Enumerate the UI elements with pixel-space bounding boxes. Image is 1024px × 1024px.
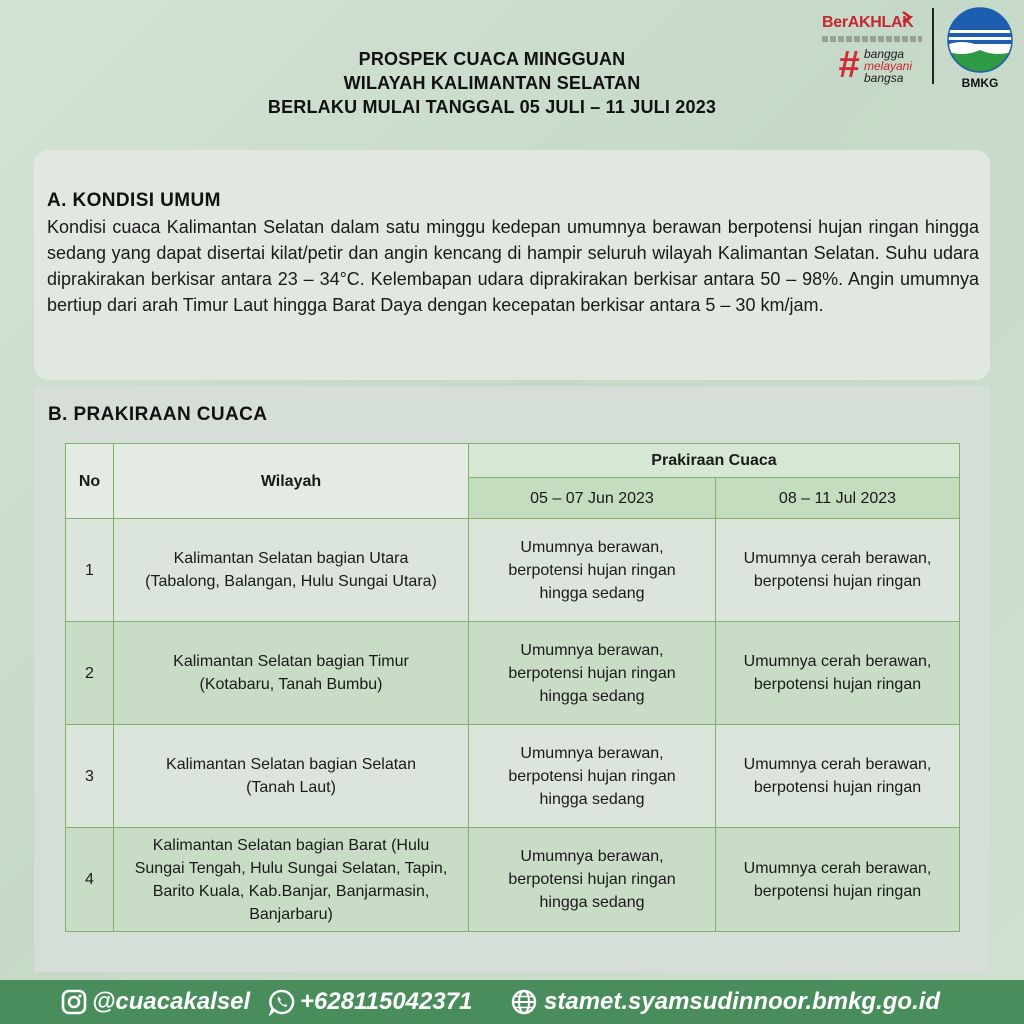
column-header-period-2: 08 – 11 Jul 2023 xyxy=(716,478,960,519)
section-a-body: Kondisi cuaca Kalimantan Selatan dalam satu minggu kedepan umumnya berawan berpotensi hujan ringan hingga sedang yang dapat disertai kilat/petir dan angin kencang di hampir seluruh wilayah Kalimantan Selatan. Suhu udara diprakirakan berkisar antara 23 – 34°C. Kelembapan udara diprakirakan berkisar antara 50 – 98%. Angin umumnya bertiup dari arah Timur Laut hingga Barat Daya dengan kecepatan berkisar antara 5 – 30 km/jam. xyxy=(47,217,979,315)
instagram-handle: @cuacakalsel xyxy=(92,988,251,1015)
chevron-icon xyxy=(900,10,914,24)
berakhlak-logo xyxy=(818,8,930,88)
instagram-icon xyxy=(60,988,88,1016)
bmkg-emblem-icon xyxy=(944,6,1016,74)
website-url: stamet.syamsudinnoor.bmkg.go.id xyxy=(544,988,941,1015)
column-header-period-1: 05 – 07 Jun 2023 xyxy=(469,478,716,519)
title-line-2: WILAYAH KALIMANTAN SELATAN xyxy=(343,73,641,93)
section-b-title: B. PRAKIRAAN CUACA xyxy=(48,404,268,425)
bmkg-logo xyxy=(944,6,1016,90)
forecast-table xyxy=(65,443,960,932)
row-number: 2 xyxy=(66,622,114,725)
region-cell: Kalimantan Selatan bagian Utara (Tabalong, Balangan, Hulu Sungai Utara) xyxy=(114,519,469,622)
forecast-period-2-cell: Umumnya cerah berawan, berpotensi hujan ringan xyxy=(716,622,960,725)
page-title xyxy=(180,47,804,119)
bmkg-label: BMKG xyxy=(961,76,999,90)
region-cell: Kalimantan Selatan bagian Barat (Hulu Sungai Tengah, Hulu Sungai Selatan, Tapin, Barito Kuala, Kab.Banjar, Banjarmasin, Banjarbaru) xyxy=(114,828,469,932)
row-number: 1 xyxy=(66,519,114,622)
whatsapp-number: +628115042371 xyxy=(300,988,473,1015)
table-row xyxy=(66,519,960,622)
column-header-forecast: Prakiraan Cuaca xyxy=(469,444,960,478)
forecast-period-1-cell: Umumnya berawan, berpotensi hujan ringan hingga sedang xyxy=(469,622,716,725)
section-a-title: A. KONDISI UMUM xyxy=(47,190,221,211)
logo-divider xyxy=(932,8,934,84)
title-line-3: BERLAKU MULAI TANGGAL 05 JULI – 11 JULI 2023 xyxy=(267,97,717,117)
hashtag-icon: # xyxy=(838,44,860,86)
whatsapp-icon xyxy=(268,988,296,1016)
forecast-period-2-cell: Umumnya cerah berawan, berpotensi hujan ringan xyxy=(716,828,960,932)
berakhlak-tagline xyxy=(822,36,922,42)
footer-bar xyxy=(0,980,1024,1024)
column-header-region: Wilayah xyxy=(114,444,469,519)
row-number: 3 xyxy=(66,725,114,828)
slogan-line-1: bangga xyxy=(864,47,905,61)
forecast-panel xyxy=(34,386,990,972)
forecast-period-1-cell: Umumnya berawan, berpotensi hujan ringan hingga sedang xyxy=(469,519,716,622)
region-cell: Kalimantan Selatan bagian Timur (Kotabaru, Tanah Bumbu) xyxy=(114,622,469,725)
row-number: 4 xyxy=(66,828,114,932)
title-line-1: PROSPEK CUACA MINGGUAN xyxy=(358,49,626,69)
table-row xyxy=(66,828,960,932)
region-cell: Kalimantan Selatan bagian Selatan (Tanah Laut) xyxy=(114,725,469,828)
general-conditions-panel xyxy=(34,150,990,380)
forecast-period-1-cell: Umumnya berawan, berpotensi hujan ringan hingga sedang xyxy=(469,725,716,828)
table-row xyxy=(66,622,960,725)
slogan-line-2: melayani xyxy=(864,59,913,73)
berakhlak-wordmark: BerAKHLAK xyxy=(822,14,914,31)
forecast-period-2-cell: Umumnya cerah berawan, berpotensi hujan ringan xyxy=(716,725,960,828)
slogan-line-3: bangsa xyxy=(864,71,904,85)
forecast-period-2-cell: Umumnya cerah berawan, berpotensi hujan ringan xyxy=(716,519,960,622)
column-header-no: No xyxy=(66,444,114,519)
forecast-period-1-cell: Umumnya berawan, berpotensi hujan ringan hingga sedang xyxy=(469,828,716,932)
globe-icon xyxy=(510,988,538,1016)
slogan xyxy=(864,48,912,84)
table-row xyxy=(66,725,960,828)
